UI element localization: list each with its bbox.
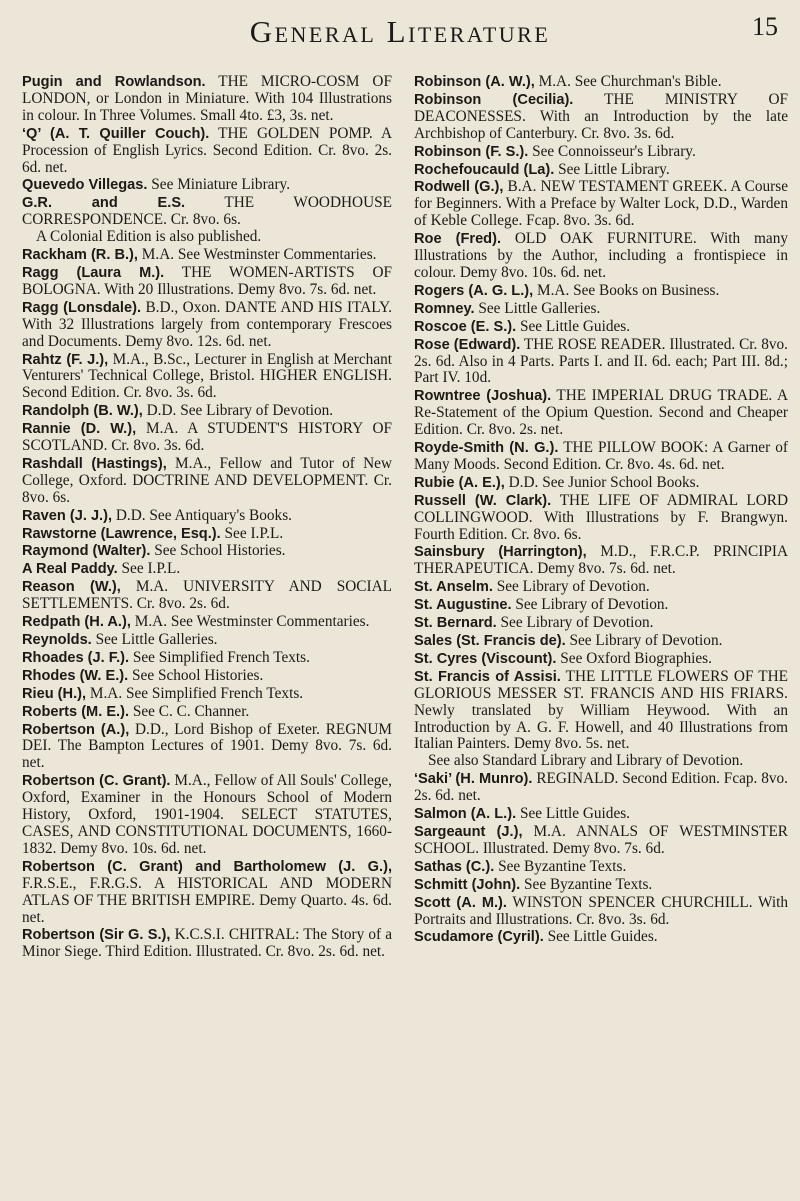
entry-description: THE MICRO-COSM OF LONDON, or London in Miniature. With 104 Illustrations in colour. In Three Volumes. Small 4to. £3, 3s. net. <box>22 73 392 124</box>
entry-author: Rannie (D. W.), <box>22 421 137 438</box>
entry-author: ‘Q’ (A. T. Quiller Couch). <box>22 125 210 142</box>
page-number: 15 <box>752 12 778 41</box>
entry-author: Raymond (Walter). <box>22 543 151 560</box>
entry-description: See Library of Devotion. <box>496 614 654 632</box>
right-column <box>414 74 788 1194</box>
entry-author: Randolph (B. W.), <box>22 403 143 420</box>
catalogue-entry <box>22 300 392 351</box>
entry-description: B.D., Oxon. DANTE AND HIS ITALY. With 32 Illustrations largely from contemporary Frescoes and Documents. Demy 8vo. 12s. 6d. net. <box>22 298 393 350</box>
catalogue-entry <box>22 722 392 773</box>
entry-author: Roscoe (E. S.). <box>414 318 517 335</box>
catalogue-entry <box>414 319 788 336</box>
entry-description: See I.P.L. <box>220 524 284 542</box>
entry-author: Robertson (Sir G. S.), <box>22 927 171 944</box>
catalogue-entry <box>414 597 788 614</box>
entry-description: D.D. See Antiquary's Books. <box>112 506 292 524</box>
catalogue-entry <box>22 543 392 560</box>
catalogue-entry <box>414 669 788 770</box>
catalogue-entry <box>22 456 392 507</box>
catalogue-entry <box>414 162 788 179</box>
entry-author: Roberts (M. E.). <box>22 703 130 720</box>
entry-description: D.D. See Junior School Books. <box>504 473 700 491</box>
entry-description: M.A. A STUDENT'S HISTORY OF SCOTLAND. Cr. 8vo. 3s. 6d. <box>22 420 393 455</box>
entry-description: See Miniature Library. <box>147 176 291 194</box>
entry-description: See Little Galleries. <box>91 631 218 648</box>
entry-author: Scott (A. M.). <box>414 894 507 911</box>
catalogue-entry <box>414 231 788 282</box>
catalogue-entry <box>22 526 392 543</box>
entry-author: Romney. <box>414 300 475 317</box>
entry-author: Robinson (F. S.). <box>414 143 529 160</box>
entry-description: See Little Guides. <box>516 805 631 823</box>
entry-description: M.A. See Westminster Commentaries. <box>130 613 370 631</box>
entry-description: THE IMPERIAL DRUG TRADE. A Re-Statement of the Opium Question. Second and Cheaper Edition. Cr. 8vo. 2s. net. <box>414 387 788 439</box>
catalogue-entry <box>22 421 392 455</box>
entry-author: Robertson (C. Grant) and Bartholomew (J. G.), <box>22 858 392 875</box>
entry-description: D.D., Lord Bishop of Exeter. REGNUM DEI. The Bampton Lectures of 1901. Demy 8vo. 7s. 6d. net. <box>22 720 392 772</box>
catalogue-entry <box>22 650 392 667</box>
catalogue-entry <box>22 561 392 578</box>
entry-description: F.R.S.E., F.R.G.S. A HISTORICAL AND MODERN ATLAS OF THE BRITISH EMPIRE. Demy Quarto. 4s. 6d. net. <box>22 874 392 926</box>
entry-description: M.D., F.R.C.P. PRINCIPIA THERAPEUTICA. Demy 8vo. 7s. 6d. net. <box>414 543 788 578</box>
catalogue-entry <box>414 92 788 143</box>
entry-author: Quevedo Villegas. <box>22 177 148 194</box>
entry-description: M.A. ANNALS OF WESTMINSTER SCHOOL. Illustrated. Demy 8vo. 7s. 6d. <box>414 822 788 857</box>
catalogue-entry <box>414 806 788 823</box>
catalogue-entry <box>414 651 788 668</box>
catalogue-entry <box>414 895 788 929</box>
entry-description: K.C.S.I. CHITRAL: The Story of a Minor Siege. Third Edition. Illustrated. Cr. 8vo. 2s. 6d. net. <box>22 926 393 961</box>
entry-description: See Little Guides. <box>543 928 658 946</box>
catalogue-entry <box>22 247 392 264</box>
catalogue-entry <box>414 283 788 300</box>
catalogue-entry <box>22 632 392 649</box>
entry-author: Raven (J. J.), <box>22 507 113 524</box>
entry-author: Schmitt (John). <box>414 876 521 893</box>
two-column-body <box>22 74 788 1194</box>
entry-description: THE GOLDEN POMP. A Procession of English Lyrics. Second Edition. Cr. 8vo. 2s. 6d. net. <box>22 124 392 176</box>
catalogue-entry <box>22 195 392 246</box>
entry-description: OLD OAK FURNITURE. With many Illustrations by the Author, including a frontispiece in colour. Demy 8vo. 10s. 6d. net. <box>414 230 788 281</box>
catalogue-entry <box>22 927 392 961</box>
entry-description: See Byzantine Texts. <box>520 875 653 893</box>
entry-description: M.A. See Simplified French Texts. <box>86 684 304 702</box>
catalogue-entry <box>414 144 788 161</box>
running-title: General Literature <box>249 14 551 49</box>
catalogue-entry <box>414 633 788 650</box>
entry-description: REGINALD. Second Edition. Fcap. 8vo. 2s. 6d. net. <box>414 770 788 805</box>
entry-author: Russell (W. Clark). <box>414 492 552 509</box>
entry-author: Royde-Smith (N. G.). <box>414 440 559 457</box>
catalogue-entry <box>22 508 392 525</box>
catalogue-entry <box>22 74 392 125</box>
entry-author: Reynolds. <box>22 632 92 648</box>
entry-author: Rhoades (J. F.). <box>22 649 130 666</box>
entry-author: Pugin and Rowlandson. <box>22 74 206 90</box>
entry-author: Robinson (Cecilia). <box>414 91 574 108</box>
left-column <box>22 74 392 1194</box>
catalogue-entry <box>414 179 788 230</box>
catalogue-entry <box>414 74 788 91</box>
catalogue-entry <box>414 337 788 388</box>
entry-description: See Library of Devotion. <box>511 596 669 614</box>
entry-author: Rhodes (W. E.). <box>22 667 129 684</box>
catalogue-entry <box>22 126 392 177</box>
catalogue-entry <box>414 615 788 632</box>
entry-author: Rogers (A. G. L.), <box>414 282 534 299</box>
catalogue-entry <box>414 859 788 876</box>
entry-author: St. Anselm. <box>414 579 493 596</box>
entry-description: WINSTON SPENCER CHURCHILL. With Portraits and Illustrations. Cr. 8vo. 3s. 6d. <box>414 893 788 928</box>
catalogue-entry <box>414 929 788 946</box>
entry-author: St. Augustine. <box>414 597 512 614</box>
catalogue-entry <box>414 475 788 492</box>
entry-description: See I.P.L. <box>117 560 181 578</box>
entry-author: Salmon (A. L.). <box>414 806 517 823</box>
entry-author: Ragg (Laura M.). <box>22 264 165 281</box>
catalogue-entry <box>22 668 392 685</box>
entry-author: Robinson (A. W.), <box>414 74 535 90</box>
entry-description: See School Histories. <box>150 542 286 560</box>
entry-description: THE PILLOW BOOK: A Garner of Many Moods. Second Edition. Cr. 8vo. 4s. 6d. net. <box>414 439 788 473</box>
entry-author: Rodwell (G.), <box>414 179 504 196</box>
entry-description: THE WOMEN-ARTISTS OF BOLOGNA. With 20 Illustrations. Demy 8vo. 7s. 6d. net. <box>22 263 392 298</box>
entry-author: Reason (W.), <box>22 579 121 596</box>
entry-description: See Simplified French Texts. <box>129 648 310 666</box>
entry-description: M.A., Fellow and Tutor of New College, Oxford. DOCTRINE AND DEVELOPMENT. Cr. 8vo. 6s. <box>22 454 392 506</box>
catalogue-entry <box>414 301 788 318</box>
entry-description: See Little Galleries. <box>474 299 601 317</box>
entry-note: A Colonial Edition is also published. <box>36 228 262 246</box>
entry-description: See Library of Devotion. <box>565 632 723 649</box>
entry-author: G.R. and E.S. <box>22 195 186 212</box>
entry-author: Sathas (C.). <box>414 858 495 875</box>
entry-description: See Connoisseur's Library. <box>528 142 696 160</box>
catalogue-entry <box>414 493 788 544</box>
entry-description: M.A., Fellow of All Souls' College, Oxford, Examiner in the Honours School of Modern History, Oxford, 1901-1904. SELECT STATUTES, CASES, AND CONSTITUTIONAL DOCUMENTS, 1660-1832. Demy 8vo. 10s. 6d. net. <box>22 772 392 857</box>
entry-description: See School Histories. <box>128 666 264 684</box>
catalogue-entry <box>22 403 392 420</box>
entry-description: M.A., B.Sc., Lecturer in English at Merchant Venturers' Technical College, Bristol. HIGHER ENGLISH. Second Edition. Cr. 8vo. 3s. 6d. <box>22 350 393 402</box>
catalogue-entry <box>414 824 788 858</box>
catalogue-entry <box>22 579 392 613</box>
entry-description: THE LITTLE FLOWERS OF THE GLORIOUS MESSER ST. FRANCIS AND HIS FRIARS. Newly translated by William Heywood. With an Introduction by A. G. F. Howell, and 40 Illustrations from Italian Painters. Demy 8vo. 5s. net. <box>414 667 789 753</box>
catalogue-entry <box>22 177 392 194</box>
catalogue-entry <box>414 440 788 474</box>
entry-description: THE MINISTRY OF DEACONESSES. With an Introduction by the late Archbishop of Canterbury. Cr. 8vo. 3s. 6d. <box>414 90 788 142</box>
entry-author: Rowntree (Joshua). <box>414 388 552 405</box>
entry-author: Roe (Fred). <box>414 231 502 248</box>
entry-author: Redpath (H. A.), <box>22 614 131 631</box>
entry-author: Sainsbury (Harrington), <box>414 544 587 561</box>
catalogue-entry <box>414 579 788 596</box>
entry-author: Rawstorne (Lawrence, Esq.). <box>22 525 221 542</box>
entry-author: Ragg (Lonsdale). <box>22 299 142 316</box>
entry-author: Robertson (A.), <box>22 721 130 738</box>
catalogue-entry <box>414 771 788 805</box>
entry-author: Sales (St. Francis de). <box>414 633 566 649</box>
catalogue-entry <box>22 265 392 299</box>
entry-author: Rieu (H.), <box>22 685 87 702</box>
catalogue-entry <box>414 388 788 439</box>
entry-description: THE LIFE OF ADMIRAL LORD COLLINGWOOD. With Illustrations by F. Brangwyn. Fourth Edition. Cr. 8vo. 6s. <box>414 491 788 543</box>
entry-description: See Oxford Biographies. <box>556 649 712 667</box>
entry-description: THE ROSE READER. Illustrated. Cr. 8vo. 2s. 6d. Also in 4 Parts. Parts I. and II. 6d. each; Part III. 8d.; Part IV. 10d. <box>414 335 788 387</box>
entry-author: St. Francis of Assisi. <box>414 668 561 685</box>
entry-description: THE WOODHOUSE CORRESPONDENCE. Cr. 8vo. 6s. <box>22 194 392 229</box>
entry-author: Robertson (C. Grant). <box>22 773 171 790</box>
entry-author: Rose (Edward). <box>414 336 521 353</box>
entry-description: M.A. See Churchman's Bible. <box>534 73 722 90</box>
entry-description: See Little Guides. <box>516 317 631 335</box>
catalogue-entry <box>22 686 392 703</box>
entry-author: St. Bernard. <box>414 615 497 632</box>
entry-description: B.A. NEW TESTAMENT GREEK. A Course for Beginners. With a Preface by Walter Lock, D.D., Warden of Keble College. Fcap. 8vo. 3s. 6d. <box>414 178 788 230</box>
entry-author: ‘Saki’ (H. Munro). <box>414 771 533 788</box>
entry-author: Rahtz (F. J.), <box>22 351 109 368</box>
entry-description: D.D. See Library of Devotion. <box>142 402 334 420</box>
entry-author: Scudamore (Cyril). <box>414 929 544 946</box>
catalogue-entry <box>22 859 392 927</box>
catalogue-entry <box>22 352 392 403</box>
entry-note: See also Standard Library and Library of Devotion. <box>428 752 744 770</box>
catalogue-entry <box>22 704 392 721</box>
catalogue-entry <box>414 544 788 578</box>
entry-description: See Library of Devotion. <box>492 578 650 596</box>
entry-author: Rashdall (Hastings), <box>22 455 167 472</box>
entry-author: A Real Paddy. <box>22 561 118 578</box>
entry-description: See Byzantine Texts. <box>494 857 627 875</box>
entry-description: See C. C. Channer. <box>129 702 250 720</box>
entry-description: M.A. See Books on Business. <box>533 281 720 299</box>
entry-author: St. Cyres (Viscount). <box>414 650 557 667</box>
entry-author: Rubie (A. E.), <box>414 474 505 491</box>
catalogue-entry <box>414 877 788 894</box>
entry-author: Sargeaunt (J.), <box>414 823 523 840</box>
catalogue-entry <box>22 773 392 858</box>
entry-description: M.A. See Westminster Commentaries. <box>137 246 377 264</box>
entry-author: Rackham (R. B.), <box>22 247 138 264</box>
catalogue-entry <box>22 614 392 631</box>
entry-description: See Little Library. <box>554 160 670 178</box>
entry-description: M.A. UNIVERSITY AND SOCIAL SETTLEMENTS. Cr. 8vo. 2s. 6d. <box>22 578 392 613</box>
entry-author: Rochefoucauld (La). <box>414 161 555 178</box>
